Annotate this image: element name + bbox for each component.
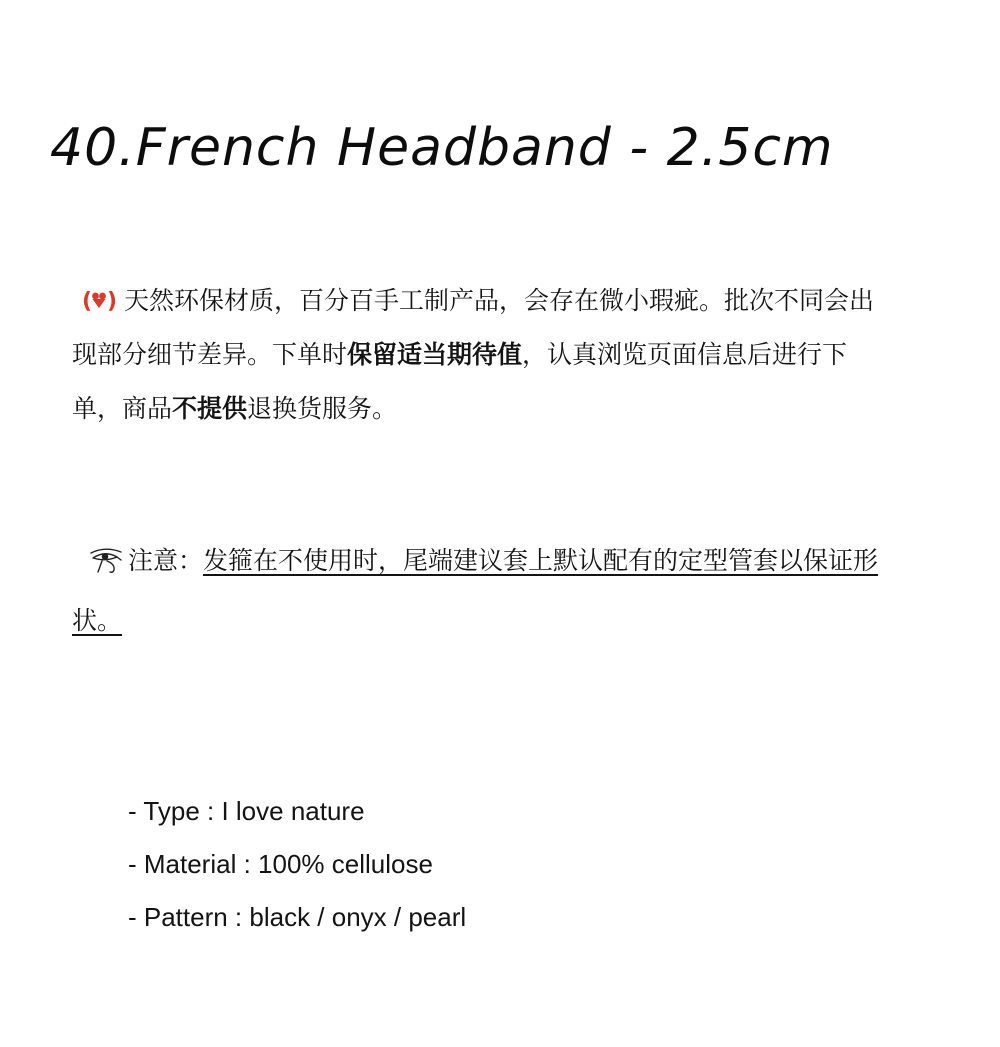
heart-bracket-icon	[80, 274, 118, 328]
notice-bold-2: 不提供	[172, 394, 248, 423]
notice-bold-1: 保留适当期待值	[347, 340, 523, 369]
spec-pattern: - Pattern : black / onyx / pearl	[128, 902, 467, 932]
notice-text-2: ，认真浏览页面信息后进行下单，商品	[72, 340, 848, 423]
svg-text:): )	[107, 289, 117, 313]
product-title: 40.French Headband - 2.5cm	[50, 118, 834, 178]
note-text: 发箍在不使用时，尾端建议套上默认配有的定型管套以保证形状。	[72, 546, 879, 635]
eye-of-horus-icon	[88, 540, 128, 594]
care-note	[72, 534, 887, 648]
notice-text-3: 退换货服务。	[247, 394, 398, 423]
note-label: 注意：	[128, 546, 204, 575]
note-paragraph	[72, 534, 887, 648]
spec-material: - Material : 100% cellulose	[128, 849, 433, 879]
svg-text:(: (	[82, 289, 93, 313]
spec-list	[128, 785, 466, 944]
product-notice	[72, 274, 887, 436]
spec-type: - Type : I love nature	[128, 796, 365, 826]
notice-paragraph	[72, 274, 887, 436]
notice-text-1: 天然环保材质，百分百手工制产品，会存在微小瑕疵。批次不同会出现部分细节差异。下单时	[72, 286, 875, 369]
